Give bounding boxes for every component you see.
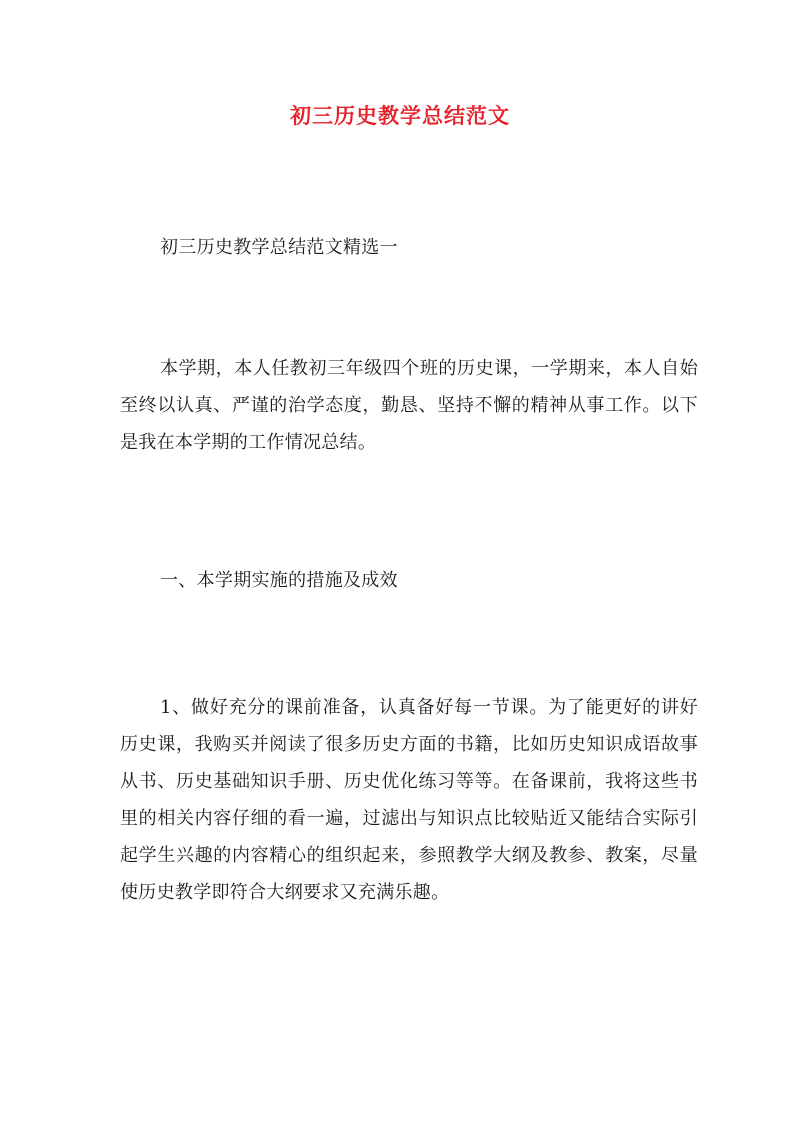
intro-paragraph: 本学期，本人任教初三年级四个班的历史课，一学期来，本人自始至终以认真、严谨的治学态度，勤恳、坚持不懈的精神从事工作。以下是我在本学期的工作情况总结。	[120, 358, 698, 453]
item-1-paragraph: 1、做好充分的课前准备，认真备好每一节课。为了能更好的讲好历史课，我购买并阅读了很多历史方面的书籍，比如历史知识成语故事从书、历史基础知识手册、历史优化练习等等。在备课前，我将这些书里的相关内容仔细的看一遍，过滤出与知识点比较贴近又能结合实际引起学生兴趣的内容精心的组织起来，参照教学大纲及教参、教案，尽量使历史教学即符合大纲要求又充满乐趣。	[120, 697, 698, 903]
document-subtitle: 初三历史教学总结范文精选一	[160, 237, 398, 258]
section-heading: 一、本学期实施的措施及成效	[160, 570, 398, 591]
document-title: 初三历史教学总结范文	[290, 103, 510, 128]
